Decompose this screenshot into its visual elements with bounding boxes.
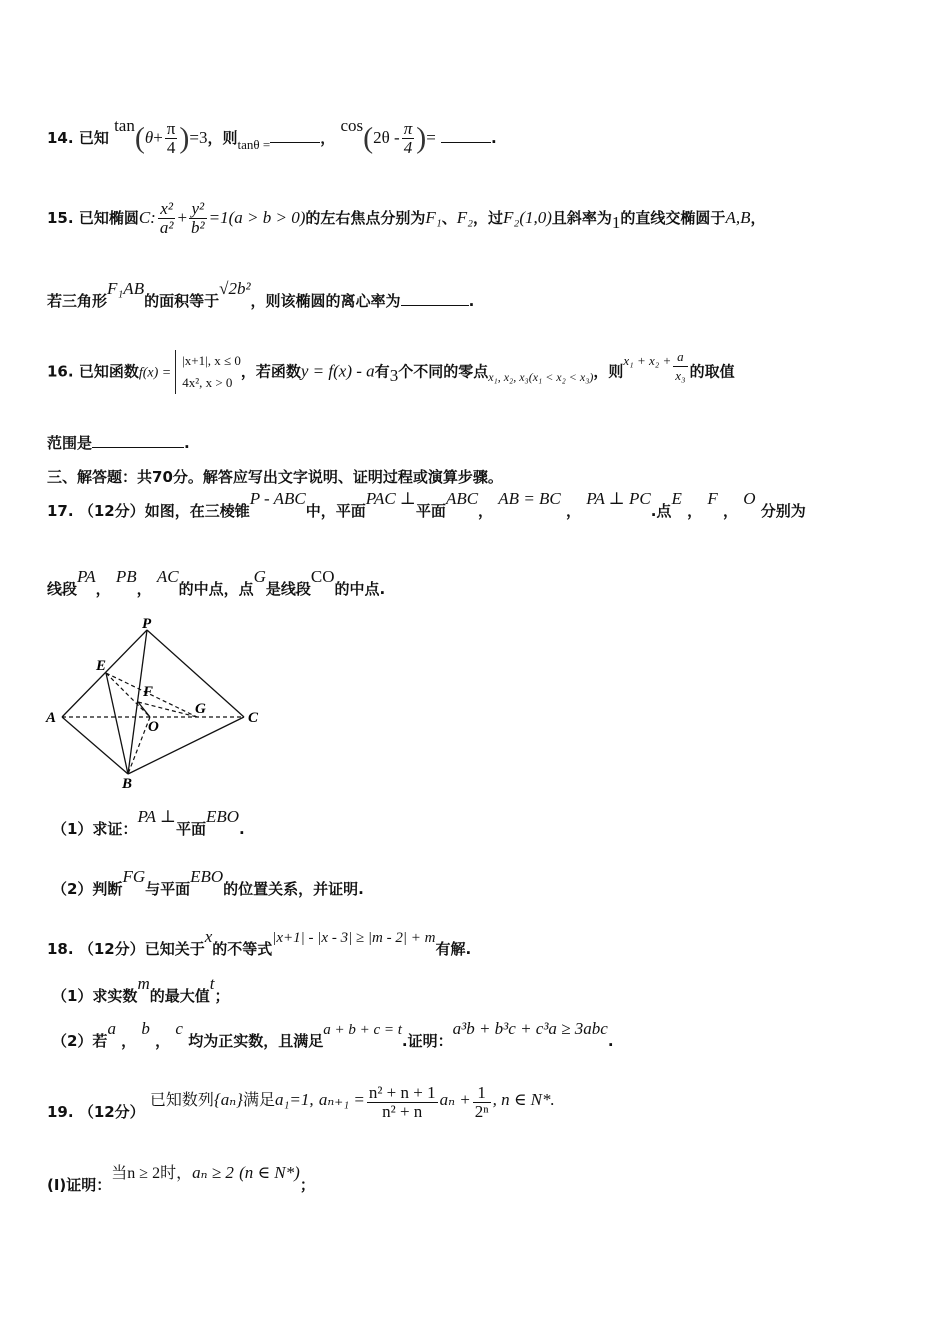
q15-sep: 、 (441, 209, 457, 227)
q15-line-2 (47, 279, 475, 311)
q17-PB: PB (115, 567, 137, 586)
q18-text-3: 有解. (435, 940, 472, 958)
q14-answer-blank-2[interactable] (441, 128, 491, 143)
q19-line-1 (47, 1083, 555, 1131)
q15-F1AB: F₁AB (107, 279, 145, 298)
q15-text-8: ，则该椭圆的离心率为 (250, 292, 401, 310)
q18-p1-end: ； (214, 987, 230, 1005)
section-3-heading: 三、解答题：共70分。解答应写出文字说明、证明过程或演算步骤。 (47, 468, 503, 486)
q14-paren-open-2: ( (363, 121, 374, 155)
q19-p1-text-2: 当n ≥ 2时， (111, 1165, 193, 1182)
q17-text-9: 的中点. (334, 580, 386, 598)
q17-AB-eq-BC: AB = BC (498, 489, 561, 508)
q19-p1-an-ge-2: aₙ ≥ 2 (192, 1163, 234, 1182)
q17-part-2 (52, 867, 364, 899)
q17-p2-text-1: （2）判断 (52, 880, 123, 898)
q15-text-1: 的左右焦点分别为 (305, 209, 426, 227)
q18-p2-text-2: 均为正实数，且满足 (188, 1032, 324, 1050)
q15-end: . (468, 292, 475, 310)
q16-line-1 (47, 350, 735, 394)
q16-yfx: y = f(x) - a (300, 361, 375, 381)
q18-c: c (175, 1019, 183, 1038)
q16-piecewise (175, 350, 241, 394)
q14-eq: = (426, 128, 436, 147)
q15-text-5: ， (750, 209, 766, 227)
q17-O: O (743, 489, 756, 508)
q17-F: F (707, 489, 718, 508)
q17-line-1 (47, 489, 806, 521)
q16-case-1: |x+1|, x ≤ 0 (182, 353, 241, 368)
q17-p1-end: . (239, 820, 245, 838)
q14-tan-theta: tanθ = (237, 137, 271, 152)
q16-line-2 (47, 432, 190, 453)
q16-text-1: ，若函数 (240, 362, 301, 381)
segment-FG-hidden (138, 702, 197, 717)
q18-x: x (204, 927, 213, 946)
q14-two-theta: 2θ - (373, 128, 400, 147)
q15-slope-1: 1 (611, 213, 621, 232)
q17-text-6: 线段 (47, 580, 78, 598)
q17-comma-6: ， (136, 580, 152, 598)
q17-p2-text-3: 的位置关系，并证明. (223, 880, 364, 898)
segment-EB (106, 673, 128, 774)
q18-p1-text-2: 的最大值 (149, 987, 210, 1005)
q17-text-4: .点 (650, 502, 672, 520)
label-B: B (122, 776, 133, 792)
q14-tan: tan (114, 116, 135, 135)
q14-then: ，则 (207, 129, 238, 147)
edge-PB (128, 630, 147, 774)
q18-t: t (209, 974, 215, 993)
q16-intro: 已知函数 (78, 362, 139, 381)
q17-ABC: ABC (445, 489, 479, 508)
q18-part-1 (52, 974, 230, 1006)
q18-comma-1: ， (121, 1032, 137, 1050)
q14-plus: + (153, 128, 163, 147)
q16-case-2: 4x², x > 0 (182, 375, 233, 390)
q19-p1-domain: (n ∈ N*) (239, 1163, 300, 1182)
q17-comma-1: ， (478, 502, 494, 520)
q14-comma: ， (320, 129, 336, 147)
label-F: F (143, 684, 154, 700)
q18-number: 18. (47, 940, 74, 958)
q17-p1-text-2: 平面 (175, 820, 206, 838)
q16-text-4: ，则 (593, 362, 624, 381)
q18-comma-2: ， (155, 1032, 171, 1050)
q19-p1-text-1: (I)证明： (47, 1176, 112, 1194)
q17-part-1 (52, 807, 245, 839)
q15-number: 15. (47, 209, 74, 227)
q17-PAC-perp: PAC ⊥ (365, 489, 416, 508)
q19-p1-end: ； (299, 1176, 315, 1194)
q18-p2-text-1: （2）若 (52, 1032, 108, 1050)
q18-text-1: 已知关于 (144, 940, 205, 958)
q17-PABC: P - ABC (249, 489, 306, 508)
q18-end: . (607, 1032, 614, 1050)
q16-number: 16. (47, 362, 74, 381)
q17-text-2: 中，平面 (305, 502, 366, 520)
q18-p1-text-1: （1）求实数 (52, 987, 138, 1005)
q16-text-3: 个不同的零点 (398, 362, 489, 381)
q16-text-5: 的取值 (689, 362, 735, 381)
q17-p1-text-1: （1）求证： (52, 820, 138, 838)
q17-PA-perp-PC: PA ⊥ PC (586, 489, 651, 508)
q17-text-5: 分别为 (760, 502, 806, 520)
q15-fraction-y2-b2: $\frac{\text{y²}}{\text{b²}}$ (191, 199, 205, 237)
q15-C: C: (138, 208, 156, 227)
q16-answer-blank[interactable] (92, 433, 184, 448)
q19-number: 19. (47, 1103, 74, 1121)
q18-sum: a + b + c = t (323, 1022, 402, 1038)
q17-text-3: 平面 (415, 502, 446, 520)
q17-number: 17. (47, 502, 74, 520)
q15-F2-point: F₂(1,0) (503, 208, 552, 227)
q17-text-8: 是线段 (265, 580, 311, 598)
q15-intro: 已知椭圆 (78, 209, 139, 227)
pyramid-figure (40, 616, 270, 792)
q14-paren-close-2: ) (416, 121, 427, 155)
q17-comma-5: ， (95, 580, 111, 598)
q18-text-2: 的不等式 (212, 940, 273, 958)
label-G: G (195, 701, 206, 717)
q14-line (47, 116, 497, 157)
label-P: P (142, 616, 152, 632)
q18-inequality-2: a³b + b³c + c³a ≥ 3abc (452, 1019, 608, 1038)
q18-a: a (107, 1019, 116, 1038)
label-A: A (46, 710, 57, 726)
q17-text-7: 的中点，点 (178, 580, 254, 598)
q16-zeros: x₁, x₂, x₃(x₁ < x₂ < x₃) (488, 369, 594, 384)
q18-p2-text-3: .证明： (401, 1032, 453, 1050)
q14-fraction-pi-4: $\frac{\pi}{4}$ (166, 119, 176, 157)
q17-p2-text-2: 与平面 (145, 880, 191, 898)
q15-line-1 (47, 200, 765, 237)
q19-score: （12分） (78, 1103, 145, 1121)
q14-cos: cos (340, 116, 364, 135)
q15-plus: + (177, 208, 188, 227)
q14-fraction-pi-4-b: $\frac{\pi}{4}$ (403, 119, 413, 157)
q19-text-1: 已知数列 (149, 1092, 214, 1109)
q17-text-1: 如图，在三棱锥 (144, 502, 250, 520)
q17-comma-2: ， (566, 502, 582, 520)
q15-fraction-x2-a2: $\frac{\text{x²}}{\text{a²}}$ (159, 199, 174, 237)
q15-sqrt2b2: √2b² (219, 279, 251, 298)
q16-text-2: 有 (374, 362, 390, 381)
q16-text-6: 范围是 (47, 434, 93, 452)
q15-text-4: 的直线交椭圆于 (620, 209, 726, 227)
label-E: E (96, 658, 107, 674)
q19-a1: a₁=1, (274, 1090, 314, 1109)
q14-answer-blank-1[interactable] (270, 128, 320, 143)
q17-PA: PA (77, 567, 96, 586)
q19-an: {aₙ} (213, 1090, 243, 1109)
q16-three: 3 (389, 365, 399, 385)
q15-F1: F₁ (425, 208, 442, 227)
q15-text-6: 若三角形 (47, 292, 108, 310)
q17-score: （12分） (78, 502, 145, 520)
q14-paren-close: ) (179, 121, 190, 155)
q14-intro: 已知 (78, 129, 109, 147)
q15-text-7: 的面积等于 (144, 292, 220, 310)
q16-fraction-a-x3: $\frac{a}{\text{x₃}}$ (675, 348, 686, 383)
q18-score: （12分） (78, 940, 145, 958)
q17-p1-PA-perp: PA ⊥ (137, 807, 176, 826)
q15-F2: F₂ (456, 208, 474, 227)
q18-m: m (137, 974, 150, 993)
label-O: O (148, 719, 159, 735)
q16-expr: x₁ + x₂ + (623, 352, 672, 368)
q19-tail: , n ∈ N*. (492, 1090, 555, 1109)
q17-AC: AC (156, 567, 179, 586)
q15-text-2: ，过 (473, 209, 504, 227)
q17-CO: CO (310, 567, 335, 586)
q17-comma-4: ， (722, 502, 738, 520)
q17-line-2 (47, 567, 386, 599)
q14-paren-open: ( (134, 121, 145, 155)
q18-line-1 (47, 927, 472, 959)
q18-part-2 (52, 1019, 614, 1051)
q18-b: b (141, 1019, 150, 1038)
q17-p2-EBO: EBO (190, 867, 224, 886)
q14-end: . (491, 129, 497, 147)
q18-inequality: |x+1| - |x - 3| ≥ |m - 2| + m (272, 930, 436, 946)
q17-E: E (671, 489, 682, 508)
q17-p2-FG: FG (122, 867, 146, 886)
q15-eq1: =1(a > b > 0) (208, 208, 306, 227)
edge-BC (128, 717, 244, 774)
q19-an-plus: aₙ + (439, 1090, 471, 1109)
q17-comma-3: ， (687, 502, 703, 520)
q16-fx: f(x) = (138, 365, 172, 381)
q16-end: . (184, 434, 190, 452)
q19-part-1 (47, 1163, 315, 1195)
q14-theta: θ (144, 128, 154, 147)
q19-text-2: 满足 (242, 1092, 275, 1109)
q19-an1: aₙ₊₁ = (318, 1090, 365, 1109)
q19-fraction-1-2n: $\frac{1}{\text{2ⁿ}}$ (474, 1083, 489, 1121)
q17-G: G (253, 567, 266, 586)
q15-text-3: 且斜率为 (551, 209, 612, 227)
q17-p1-EBO: EBO (205, 807, 240, 826)
q19-fraction-coef: $\frac{\text{n² + n + 1}}{\text{n² + n}}$ (368, 1083, 436, 1121)
q15-AB: A,B (725, 208, 751, 227)
q14-eq3: =3 (189, 128, 208, 147)
q14-number: 14. (47, 129, 74, 147)
label-C: C (248, 710, 259, 726)
q15-answer-blank[interactable] (401, 291, 469, 306)
